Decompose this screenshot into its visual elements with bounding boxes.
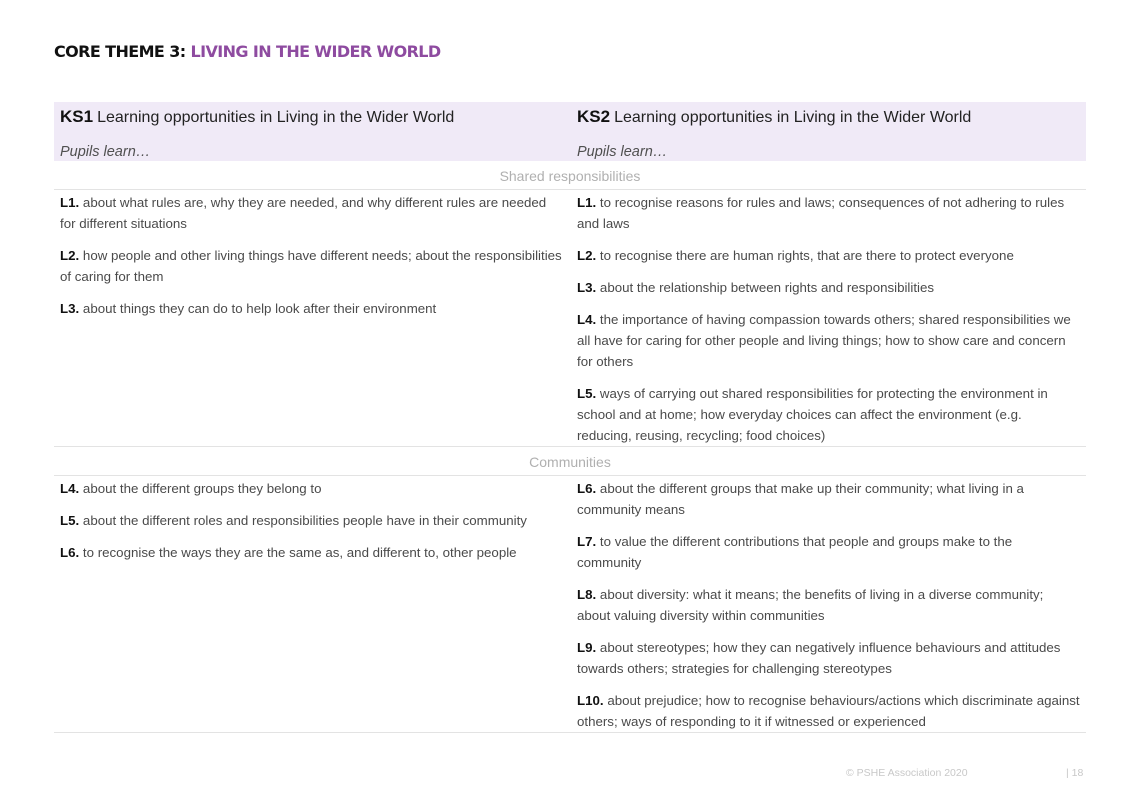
theme-prefix: CORE THEME 3: (54, 42, 191, 61)
item-code: L3. (60, 301, 80, 316)
ks1-cell-communities (54, 476, 571, 733)
ks2-label: KS2 (577, 107, 611, 126)
item-text: to recognise the ways they are the same as, and different to, other people (82, 545, 517, 560)
page-number: | 18 (1066, 767, 1084, 779)
theme-name: LIVING IN THE WIDER WORLD (190, 42, 441, 61)
ks1-subtitle: Pupils learn… (60, 144, 151, 160)
item-code: L6. (577, 481, 597, 496)
list-item (60, 298, 565, 319)
ks2-header (571, 102, 1086, 161)
item-code: L3. (577, 280, 597, 295)
page-title (54, 42, 441, 61)
ks2-cell-shared-responsibilities (571, 190, 1086, 447)
item-text: about diversity: what it means; the benefits of living in a diverse community; about valuing diversity within communities (577, 587, 1044, 623)
item-text: to recognise reasons for rules and laws; consequences of not adhering to rules and laws (577, 195, 1065, 231)
list-item (577, 245, 1080, 266)
list-item (577, 531, 1080, 573)
learning-opportunities-table (54, 102, 1086, 733)
item-text: about prejudice; how to recognise behaviours/actions which discriminate against others; ways of responding to it if witnessed or experienced (577, 693, 1080, 729)
item-code: L10. (577, 693, 604, 708)
item-text: the importance of having compassion towards others; shared responsibilities we all have for caring for other people and living things; how to show care and concern for others (577, 312, 1071, 369)
item-text: ways of carrying out shared responsibilities for protecting the environment in school and at home; how everyday choices can affect the environment (e.g. reducing, reusing, recycling; food choices) (577, 386, 1048, 443)
list-item (60, 510, 565, 531)
list-item (60, 245, 565, 287)
item-text: about what rules are, why they are needed, and why different rules are needed for different situations (60, 195, 547, 231)
ks1-cell-shared-responsibilities (54, 190, 571, 447)
list-item (577, 309, 1080, 372)
item-text: about the different groups that make up their community; what living in a community means (577, 481, 1024, 517)
item-text: about stereotypes; how they can negatively influence behaviours and attitudes towards others; strategies for challenging stereotypes (577, 640, 1061, 676)
list-item (577, 192, 1080, 234)
item-text: to recognise there are human rights, that are there to protect everyone (599, 248, 1014, 263)
item-code: L5. (577, 386, 597, 401)
list-item (60, 542, 565, 563)
ks2-title-row (577, 105, 1080, 135)
item-code: L8. (577, 587, 597, 602)
ks2-cell-communities (571, 476, 1086, 733)
item-text: about things they can do to help look after their environment (82, 301, 437, 316)
section-band-shared-responsibilities: Shared responsibilities (54, 161, 1086, 190)
list-item (577, 690, 1080, 732)
item-code: L2. (60, 248, 80, 263)
section-band-communities: Communities (54, 447, 1086, 476)
item-code: L1. (577, 195, 597, 210)
ks1-header (54, 102, 571, 161)
item-code: L4. (577, 312, 597, 327)
ks1-title-row (60, 105, 565, 135)
item-text: about the different roles and responsibilities people have in their community (82, 513, 527, 528)
item-text: to value the different contributions that people and groups make to the community (577, 534, 1013, 570)
ks1-label: KS1 (60, 107, 94, 126)
item-code: L1. (60, 195, 80, 210)
list-item (577, 277, 1080, 298)
item-code: L7. (577, 534, 597, 549)
item-text: about the relationship between rights and responsibilities (599, 280, 935, 295)
item-code: L2. (577, 248, 597, 263)
list-item (577, 584, 1080, 626)
item-code: L5. (60, 513, 80, 528)
list-item (60, 192, 565, 234)
list-item (577, 383, 1080, 446)
footer-copyright: © PSHE Association 2020 (846, 767, 968, 779)
item-text: about the different groups they belong to (82, 481, 322, 496)
list-item (577, 478, 1080, 520)
item-code: L4. (60, 481, 80, 496)
list-item (60, 478, 565, 499)
item-code: L9. (577, 640, 597, 655)
list-item (577, 637, 1080, 679)
ks2-title: Learning opportunities in Living in the Wider World (614, 109, 972, 126)
item-code: L6. (60, 545, 80, 560)
ks1-title: Learning opportunities in Living in the Wider World (97, 109, 455, 126)
ks2-subtitle: Pupils learn… (577, 144, 668, 160)
item-text: how people and other living things have different needs; about the responsibilities of caring for them (60, 248, 562, 284)
